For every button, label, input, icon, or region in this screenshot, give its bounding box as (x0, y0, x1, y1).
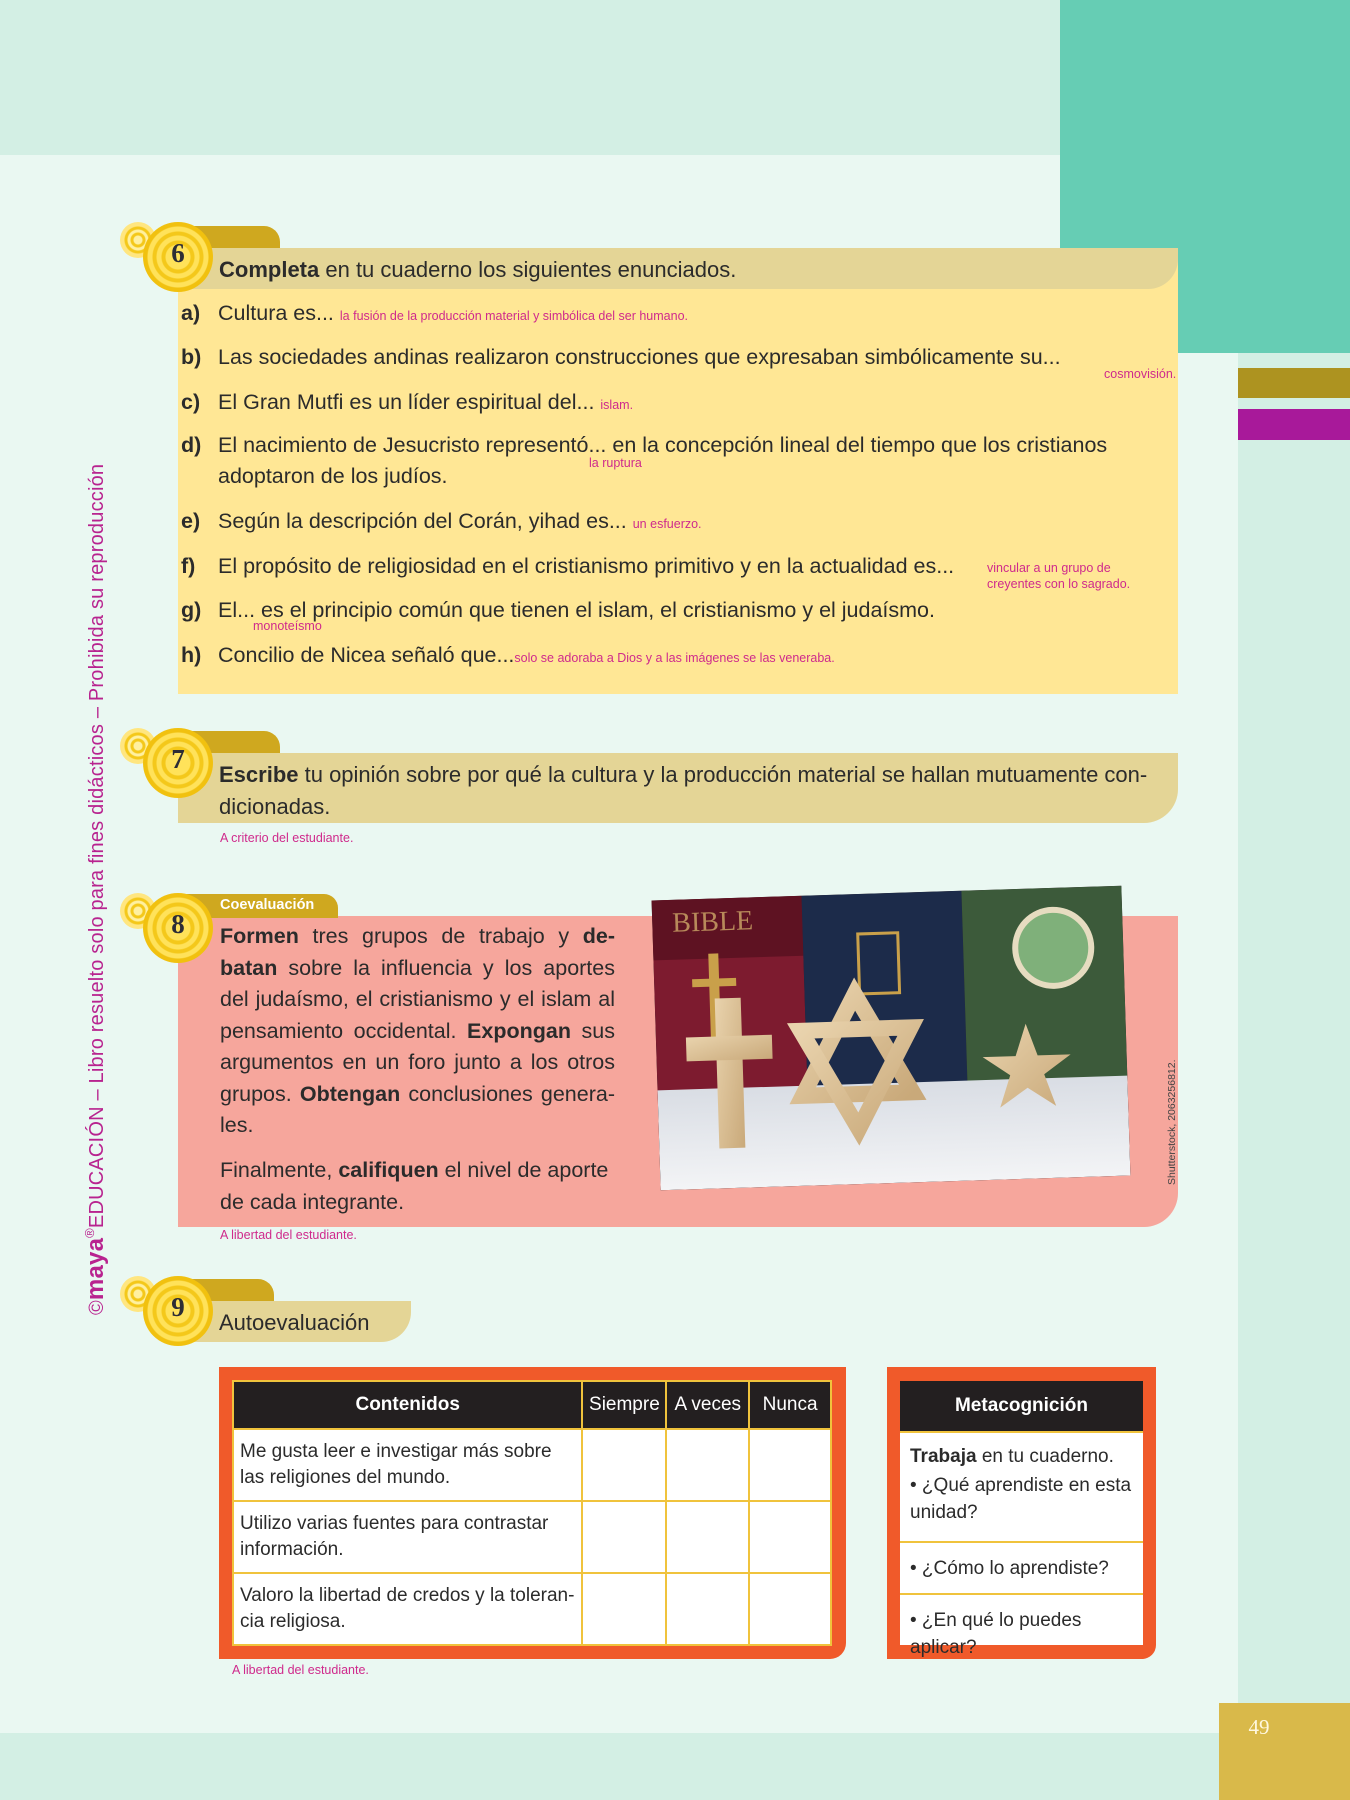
metacognition-question-2 (900, 1541, 1143, 1593)
item-answer: un esfuerzo. (632, 517, 702, 531)
metacognition-question-3 (900, 1593, 1143, 1658)
table-row (233, 1501, 831, 1573)
table-cell-nunca[interactable] (749, 1429, 831, 1501)
text-fragment: sus argumentos en un foro junto a los otros grupos. (220, 1018, 615, 1106)
table-cell-nunca[interactable] (749, 1573, 831, 1645)
exercise-9-answer: A libertad del estudiante. (232, 1663, 369, 1677)
exercise-6-item-g (181, 598, 935, 623)
item-text: Según la descripción del Corán, yihad es... (218, 509, 627, 533)
table-row (233, 1429, 831, 1501)
exercise-6-number: 6 (171, 238, 185, 268)
metacognition-question-1 (900, 1431, 1143, 1523)
exercise-6-instruction-rest: en tu cuaderno los siguientes enunciados. (319, 257, 737, 282)
exercise-7-instruction-rest: tu opinión sobre por qué la cultura y la producción material se hallan mutuamente con- (298, 762, 1148, 787)
verb-trabaja: Trabaja (910, 1446, 977, 1467)
table-cell-nunca[interactable] (749, 1501, 831, 1573)
text-fragment: Finalmente, (220, 1158, 339, 1182)
right-olive-band (1238, 368, 1350, 398)
question-text: • ¿En qué lo puedes aplicar? (910, 1610, 1082, 1658)
exercise-7-instruction-line2: dicionadas. (219, 794, 331, 819)
verb-expongan: Expongan (467, 1018, 571, 1043)
exercise-6-item-d (181, 433, 1108, 458)
item-label: e) (181, 509, 201, 533)
text-fragment: el nivel de aporte de cada integrante. (220, 1158, 609, 1214)
exercise-6-item-f-answer-line2: creyentes con lo sagrado. (987, 577, 1131, 591)
religious-symbols-photo (652, 886, 1131, 1191)
coevaluacion-tab: Coevaluación (178, 894, 338, 918)
table-cell-siempre[interactable] (582, 1429, 666, 1501)
exercise-8-badge (143, 893, 213, 963)
exercise-6-badge (143, 222, 213, 292)
copyright-symbol: © (86, 1300, 108, 1315)
exercise-7-answer: A criterio del estudiante. (220, 831, 354, 845)
exercise-6-item-g-answer: monoteísmo (253, 619, 322, 633)
item-text: Cultura es... (218, 301, 334, 325)
table-cell-a-veces[interactable] (666, 1501, 749, 1573)
item-text: Las sociedades andinas realizaron construcciones que expresaban simbólicamente su... (218, 345, 1061, 369)
exercise-6-item-a (181, 301, 689, 326)
column-header-siempre: Siempre (582, 1381, 666, 1429)
footer-strip (0, 1733, 1350, 1800)
exercise-9-badge (143, 1276, 213, 1346)
religious-symbols-illustration (652, 886, 1131, 1191)
exercise-6-item-h (181, 643, 835, 668)
exercise-8-number: 8 (171, 909, 185, 939)
item-label: f) (181, 554, 196, 578)
item-text: Concilio de Nicea señaló que... (218, 643, 515, 667)
table-cell-a-veces[interactable] (666, 1429, 749, 1501)
exercise-8-answer: A libertad del estudiante. (220, 1228, 357, 1242)
exercise-7-instruction (219, 762, 1147, 788)
self-evaluation-table (232, 1380, 832, 1646)
column-header-contenidos: Contenidos (233, 1381, 582, 1429)
exercise-8-paragraph-2 (220, 1155, 620, 1218)
brand-logo-text: maya (82, 1237, 109, 1301)
verb-califiquen: califiquen (338, 1158, 439, 1182)
item-answer: la fusión de la producción material y simbólica del ser humano. (339, 309, 689, 323)
page-number: 49 (1248, 1715, 1270, 1739)
text-fragment: conclusiones genera-les. (220, 1081, 615, 1137)
page-number-box (1219, 1703, 1350, 1800)
item-label: a) (181, 301, 201, 325)
exercise-6-item-e (181, 509, 702, 534)
exercise-6-item-f (181, 554, 955, 579)
bible-book-label: BIBLE (671, 905, 754, 939)
column-header-a-veces: A veces (666, 1381, 749, 1429)
item-label: b) (181, 345, 202, 369)
exercise-7-number: 7 (171, 744, 185, 774)
verb-formen: Formen (220, 924, 299, 948)
metacognition-title: Metacognición (900, 1381, 1143, 1431)
metacognition-box (900, 1381, 1143, 1658)
exercise-6-item-b (181, 345, 1061, 370)
item-label: g) (181, 598, 202, 622)
item-answer: solo se adoraba a Dios y a las imágenes se las veneraba. (514, 651, 835, 665)
text-fragment: tres grupos de trabajo y (298, 924, 583, 948)
exercise-9-title: Autoevaluación (219, 1310, 370, 1335)
table-header-row (233, 1381, 831, 1429)
right-magenta-band (1238, 409, 1350, 440)
table-cell-a-veces[interactable] (666, 1573, 749, 1645)
table-cell-contenido: Valoro la libertad de credos y la toleran-cia religiosa. (233, 1573, 582, 1645)
side-rights-text: EDUCACIÓN – Libro resuelto solo para fines didácticos – Prohibida su reproducción (86, 463, 108, 1229)
registered-symbol: ® (82, 1228, 97, 1238)
item-label: d) (181, 433, 202, 457)
exercise-6-item-c (181, 390, 634, 415)
exercise-6-item-d-line2: adoptaron de los judíos. (218, 464, 448, 488)
text-fragment: en tu cuaderno. (976, 1446, 1114, 1467)
item-text: El propósito de religiosidad en el cristianismo primitivo y en la actualidad es... (218, 554, 955, 578)
question-text: • ¿Qué aprendiste en esta unidad? (910, 1475, 1132, 1523)
table-cell-contenido: Me gusta leer e investigar más sobre las religiones del mundo. (233, 1429, 582, 1501)
text-fragment: sobre la influencia y los aportes del judaísmo, el cristianismo y el islam al pensamiento occidental. (220, 955, 615, 1043)
item-label: c) (181, 390, 201, 414)
item-text: El Gran Mutfi es un líder espiritual del... (218, 390, 595, 414)
exercise-9-number: 9 (171, 1292, 185, 1322)
exercise-7-verb: Escribe (219, 762, 299, 787)
table-cell-siempre[interactable] (582, 1573, 666, 1645)
column-header-nunca: Nunca (749, 1381, 831, 1429)
exercise-6-item-b-answer: cosmovisión. (1104, 367, 1177, 381)
verb-obtengan: Obtengan (299, 1081, 401, 1106)
side-copyright-text (82, 463, 112, 1315)
table-cell-contenido: Utilizo varias fuentes para contrastar información. (233, 1501, 582, 1573)
question-text: • ¿Cómo lo aprendiste? (910, 1558, 1109, 1579)
table-cell-siempre[interactable] (582, 1501, 666, 1573)
exercise-7-badge (143, 728, 213, 798)
exercise-6-item-f-answer: vincular a un grupo de (987, 561, 1111, 575)
photo-credit: Shutterstock, 2063256812. (1166, 1059, 1178, 1185)
exercise-6-item-d-answer: la ruptura (589, 456, 642, 470)
exercise-6-instruction (219, 257, 736, 283)
exercise-6-verb: Completa (219, 257, 320, 282)
item-text: El nacimiento de Jesucristo representó... en la concepción lineal del tiempo que los cristianos (218, 433, 1108, 457)
item-label: h) (181, 643, 202, 667)
metacognition-intro (910, 1443, 1133, 1470)
item-answer: islam. (600, 398, 634, 412)
verb-debatan: de-batan (220, 924, 615, 980)
exercise-8-paragraph-1 (220, 921, 615, 1142)
item-text: El... es el principio común que tienen el islam, el cristianismo y el judaísmo. (218, 598, 935, 622)
table-row (233, 1573, 831, 1645)
